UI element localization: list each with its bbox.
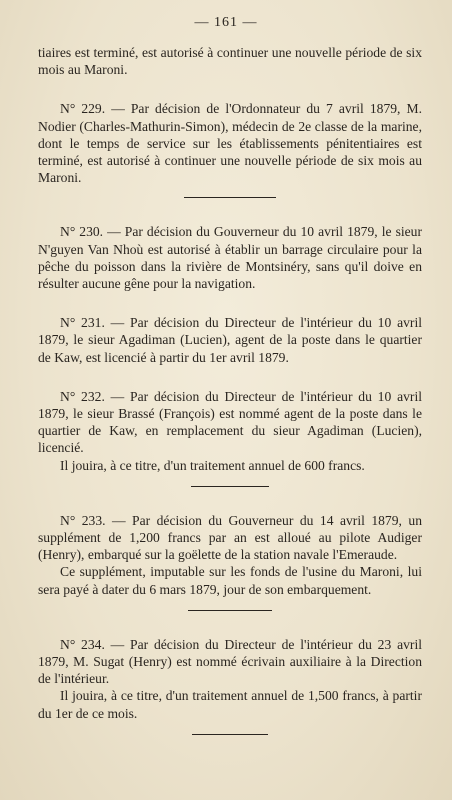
entry-231 (38, 314, 422, 366)
entry-232 (38, 388, 422, 474)
entry-paragraph: N° 230. — Par décision du Gouverneur du 10 avril 1879, le sieur N'guyen Van Nhoù est autorisé à établir un barrage circulaire pour la pêche du poisson dans la rivière de Montsinéry, sans qu'il doive en résulter aucune gêne pour la navigation. (38, 224, 422, 292)
separator-rule (192, 734, 268, 735)
continued-paragraph: tiaires est terminé, est autorisé à continuer une nouvelle période de six mois au Maroni. (38, 45, 422, 78)
entry-paragraph: N° 234. — Par décision du Directeur de l'intérieur du 23 avril 1879, M. Sugat (Henry) est nommé écrivain auxiliaire à la Direction de l'intérieur. (38, 636, 422, 687)
separator-rule (184, 197, 276, 198)
entry-paragraph: Ce supplément, imputable sur les fonds de l'usine du Maroni, lui sera payé à dater du 6 mars 1879, jour de son embarquement. (38, 564, 422, 597)
entry-229 (38, 100, 422, 186)
entry-230 (38, 223, 422, 292)
entry-paragraph: N° 231. — Par décision du Directeur de l'intérieur du 10 avril 1879, le sieur Agadiman (Lucien), agent de la poste dans le quartier de Kaw, est licencié à partir du 1er avril 1879. (38, 315, 422, 365)
page-number: — 161 — (194, 15, 258, 30)
entry-paragraph: Il jouira, à ce titre, d'un traitement annuel de 600 francs. (60, 457, 365, 473)
entry-paragraph: N° 232. — Par décision du Directeur de l'intérieur du 10 avril 1879, le sieur Brassé (François) est nommé agent de la poste dans le quartier de Kaw, en remplacement du sieur Agadiman (Lucien), licencié. (38, 388, 422, 456)
entry-paragraph: N° 233. — Par décision du Gouverneur du 14 avril 1879, un supplément de 1,200 francs par an est alloué au pilote Audiger (Henry), embarqué sur la goëlette de la station navale l'Emeraude. (38, 512, 422, 563)
entry-233 (38, 512, 422, 598)
separator-rule (191, 486, 269, 487)
entry-paragraph: N° 229. — Par décision de l'Ordonnateur du 7 avril 1879, M. Nodier (Charles-Mathurin-Simon), médecin de 2e classe de la marine, dont le temps de service sur les établissements pénitentiaires est terminé, est autorisé à continuer une nouvelle période de six mois au Maroni. (38, 101, 422, 186)
document-body (38, 44, 422, 735)
entry-paragraph: Il jouira, à ce titre, d'un traitement annuel de 1,500 francs, à partir du 1er de ce mois. (38, 688, 422, 721)
entry-234 (38, 636, 422, 722)
separator-rule (188, 610, 272, 611)
